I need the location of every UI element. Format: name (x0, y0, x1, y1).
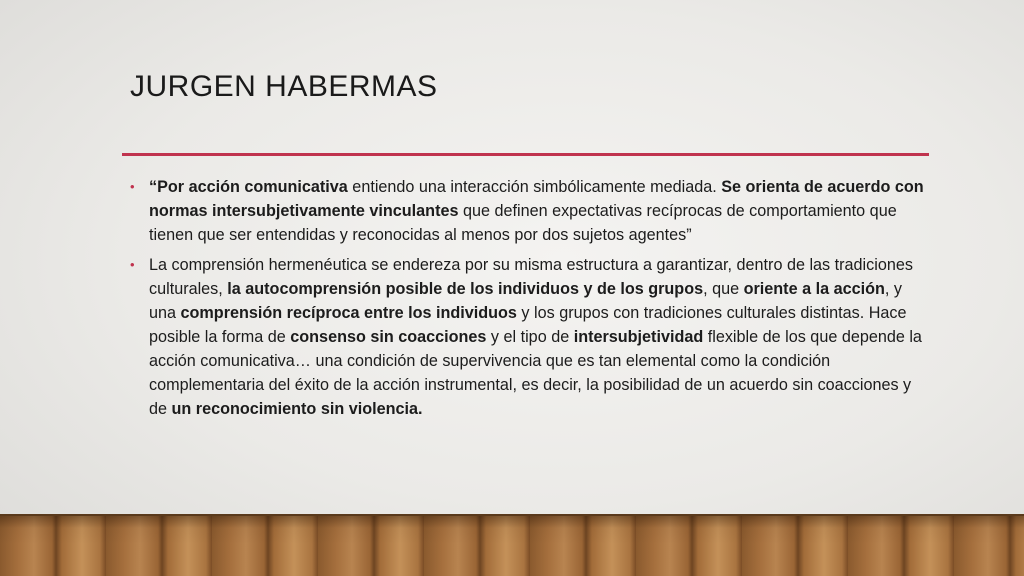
slide-body (130, 175, 925, 427)
text-segment: y el tipo de (486, 328, 574, 346)
text-segment: “Por acción comunicativa (149, 178, 348, 196)
text-segment: comprensión recíproca entre los individuos (180, 304, 517, 322)
text-segment: y los grupos con tradiciones culturales distintas. Hace posible la forma de (149, 304, 907, 346)
text-segment: entiendo una interacción simbólicamente mediada. (347, 178, 722, 196)
bullet-item (130, 175, 925, 247)
text-segment: La comprensión hermenéutica se endereza por su misma estructura a garantizar, dentro de las tradiciones culturales, (149, 256, 913, 298)
text-segment: consenso sin coacciones (290, 328, 487, 346)
text-segment: , que (703, 280, 744, 298)
text-segment: flexible de los que depende la acción comunicativa… una condición de supervivencia que es tan elemental como la condición complementaria del éxito de la acción instrumental, es decir, la posibilidad de un acuerdo sin coacciones y de (149, 328, 922, 418)
slide-title: JURGEN HABERMAS (130, 70, 438, 103)
bullet-icon: • (130, 179, 135, 194)
text-segment: que definen expectativas recíprocas de comportamiento que tienen que ser entendidas y reconocidas al menos por dos sujetos agentes” (149, 202, 897, 244)
bullet-item (130, 253, 925, 421)
bullet-text (149, 256, 922, 418)
text-segment: la autocomprensión posible de los individuos y de los grupos (227, 280, 704, 298)
floor-edge (0, 514, 1024, 516)
text-segment: intersubjetividad (573, 328, 704, 346)
text-segment: , y una (149, 280, 902, 322)
bullet-text (149, 178, 924, 244)
wood-floor-background (0, 514, 1024, 576)
bullet-icon: • (130, 257, 135, 272)
text-segment: oriente a la acción (743, 280, 885, 298)
text-segment: un reconocimiento sin violencia. (171, 400, 423, 418)
title-divider (122, 153, 929, 156)
text-segment: Se orienta de acuerdo con normas intersubjetivamente vinculantes (149, 178, 924, 220)
